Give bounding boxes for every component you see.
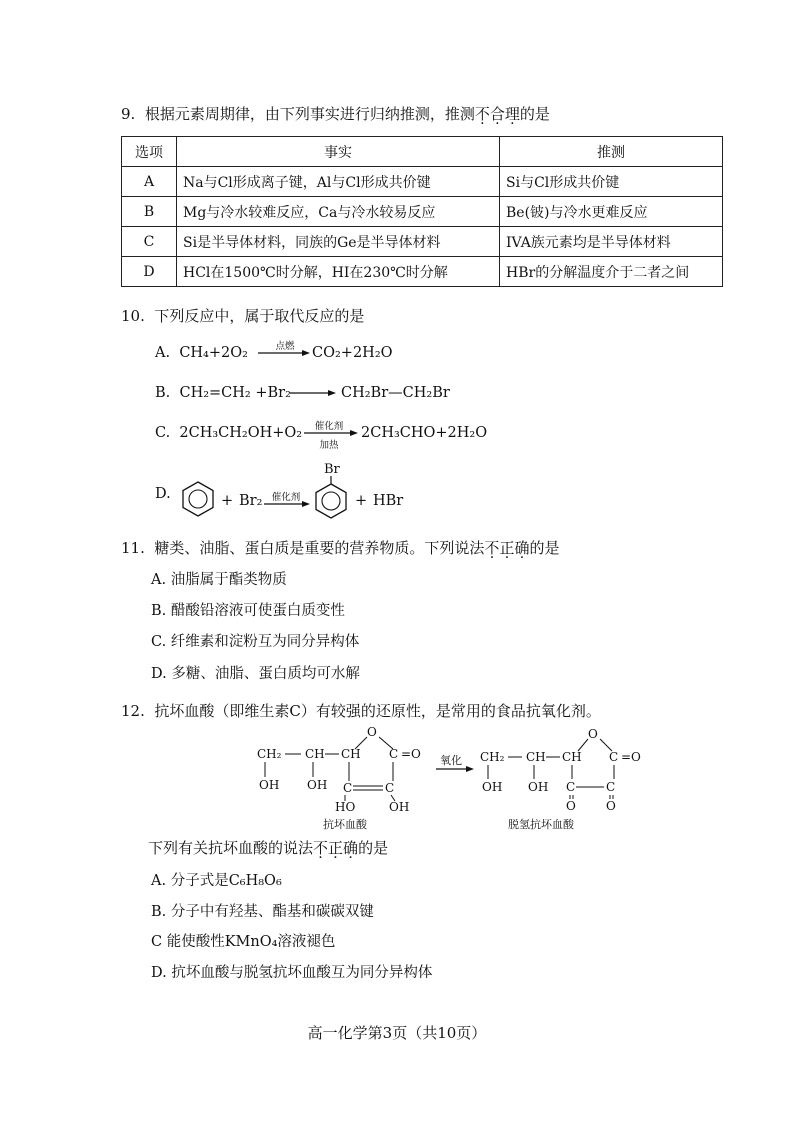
table-header-row [122,137,723,167]
q10-option-d-label: D. [155,486,171,502]
svg-text:O: O [566,799,576,813]
svg-text:C: C [566,780,576,794]
table-row [122,167,723,197]
svg-text:OH: OH [528,780,549,794]
svg-text:=O: =O [621,750,641,764]
table-header: 事实 [177,137,500,167]
svg-text:CH: CH [526,750,546,764]
q9-stem: 9. 根据元素周期律，由下列事实进行归纳推测，推测不合理的是 [121,105,550,123]
svg-text:O: O [588,727,598,741]
q9-emphasis: 不合理 [474,105,520,123]
benzene-ring-icon [180,480,216,518]
svg-text:C: C [385,781,395,795]
table-cell: HCl在1500℃时分解，HI在230℃时分解 [177,257,500,287]
q10-d-plus: + [221,493,234,509]
svg-text:HO: HO [335,800,356,813]
table-cell: HBr的分解温度介于二者之间 [500,257,723,287]
dehydroascorbic-acid-name: 脱氢抗坏血酸 [508,818,574,831]
q12-option-d: D. 抗坏血酸与脱氢抗坏血酸互为同分异构体 [151,965,433,981]
table-header: 选项 [122,137,177,167]
svg-text:C: C [343,781,353,795]
table-cell: A [122,167,177,197]
q10-option-a: A. CH₄+2O₂ [155,345,248,361]
q10-d-plus2: + [355,493,368,509]
q10-d-br2: Br₂ [239,493,263,509]
q11-option-c: C. 纤维素和淀粉互为同分异构体 [151,634,360,650]
table-row [122,197,723,227]
q10-a-condition: 点燃 [275,341,295,352]
q10-c-condition-top: 催化剂 [314,421,344,432]
table-cell: B [122,197,177,227]
q10-c-condition-bottom: 加热 [319,440,339,451]
reaction-arrow-icon [290,389,336,399]
svg-text:=O: =O [401,747,421,761]
table-row [122,257,723,287]
table-cell: IVA族元素均是半导体材料 [500,227,723,257]
svg-text:C: C [606,780,616,794]
reaction-arrow-icon [258,349,310,359]
q12-stem: 12. 抗坏血酸（即维生素C）有较强的还原性，是常用的食品抗氧化剂。 [121,702,601,720]
svg-text:CH: CH [305,747,325,761]
bromobenzene-ring-icon [312,476,350,522]
svg-text:C: C [389,747,399,761]
q10-d-hbr: HBr [373,493,404,509]
q10-option-b: B. CH₂=CH₂ +Br₂ [155,385,291,401]
ascorbic-acid-name: 抗坏血酸 [323,818,367,831]
table-header: 推测 [500,137,723,167]
table-cell: C [122,227,177,257]
svg-text:CH₂: CH₂ [480,750,505,764]
svg-text:CH: CH [341,747,361,761]
q11-option-b: B. 醋酸铅溶液可使蛋白质变性 [151,603,345,619]
svg-text:CH₂: CH₂ [257,747,282,761]
svg-text:OH: OH [259,778,280,792]
q10-option-c: C. 2CH₃CH₂OH+O₂ [155,425,303,441]
q11-stem: 11. 糖类、油脂、蛋白质是重要的营养物质。下列说法不正确的是 [121,539,560,557]
dehydroascorbic-acid-structure-icon [478,725,648,813]
q10-stem: 10. 下列反应中，属于取代反应的是 [121,307,365,325]
q11-option-d: D. 多糖、油脂、蛋白质均可水解 [151,666,360,682]
reaction-arrow-icon [436,765,474,775]
svg-text:OH: OH [389,800,410,813]
svg-text:OH: OH [482,780,503,794]
table-cell: Si与Cl形成共价键 [500,167,723,197]
q12-arrow-label: 氧化 [440,754,462,767]
svg-text:O: O [606,799,616,813]
q11-emphasis: 不正确 [484,539,530,557]
svg-text:CH: CH [562,750,582,764]
page-footer: 高一化学第3页（共10页） [307,1024,487,1042]
table-cell: Mg与冷水较难反应，Ca与冷水较易反应 [177,197,500,227]
q12-emphasis: 不正确 [313,839,359,857]
ascorbic-acid-structure-icon [255,725,445,813]
q12-option-c: C 能使酸性KMnO₄溶液褪色 [151,934,336,950]
table-cell: Si是半导体材料，同族的Ge是半导体材料 [177,227,500,257]
svg-text:C: C [609,750,619,764]
table-cell: D [122,257,177,287]
table-row [122,227,723,257]
reaction-arrow-icon [264,500,310,510]
q10-d-br-substituent: Br [324,462,340,477]
svg-text:OH: OH [307,778,328,792]
q9-table [121,136,723,287]
q12-option-b: B. 分子中有羟基、酯基和碳碳双键 [151,904,374,920]
q10-c-product: 2CH₃CHO+2H₂O [361,425,488,441]
q10-a-product: CO₂+2H₂O [312,345,393,361]
q10-b-product: CH₂Br—CH₂Br [341,385,450,401]
svg-text:O: O [367,725,377,739]
q12-option-a: A. 分子式是C₆H₈O₆ [151,873,282,889]
q12-sub-stem: 下列有关抗坏血酸的说法不正确的是 [148,839,389,857]
q11-option-a: A. 油脂属于酯类物质 [151,572,287,588]
table-cell: Na与Cl形成离子键，Al与Cl形成共价键 [177,167,500,197]
q10-d-condition: 催化剂 [271,492,301,503]
table-cell: Be(铍)与冷水更难反应 [500,197,723,227]
